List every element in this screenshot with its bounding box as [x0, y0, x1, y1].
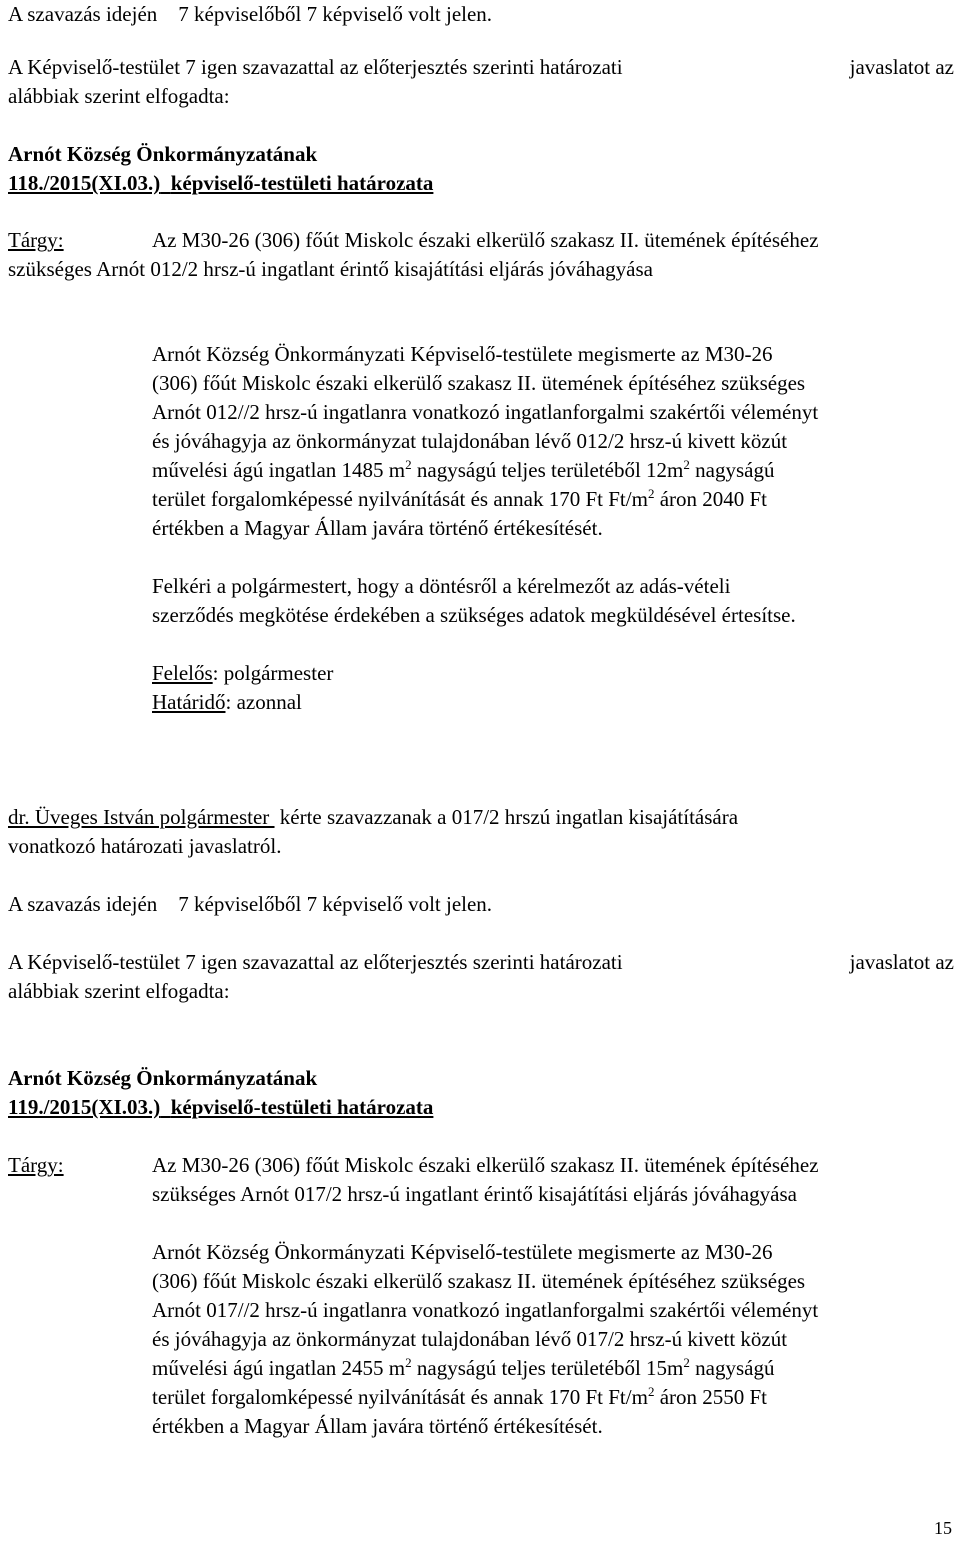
responsible: Felelős: polgármester: [152, 661, 334, 685]
subject-line-2: szükséges Arnót 017/2 hrsz-ú ingatlant érintő kisajátítási eljárás jóváhagyása: [152, 1182, 797, 1206]
body-line: Arnót 017//2 hrsz-ú ingatlanra vonatkozó ingatlanforgalmi szakértői véleményt: [152, 1298, 819, 1322]
vote-count: 7 képviselőből 7 képviselő volt jelen.: [178, 2, 493, 26]
vote-label: A szavazás idején: [8, 2, 158, 26]
decision-line: A Képviselő-testület 7 igen szavazattal az előterjesztés szerinti határozati javaslatot az: [8, 55, 954, 79]
body-line: terület forgalomképessé nyilvánítását és annak 170 Ft $Ft/m^2$ áron 2040 Ft: [152, 486, 768, 511]
resolution-title: Arnót Község Önkormányzatának: [8, 142, 318, 166]
subject-line-2: szükséges Arnót 012/2 hrsz-ú ingatlant érintő kisajátítási eljárás jóváhagyása: [8, 257, 653, 281]
body-line: Arnót 012//2 hrsz-ú ingatlanra vonatkozó ingatlanforgalmi szakértői véleményt: [152, 400, 819, 424]
resolution-number: 118./2015(XI.03.) képviselő-testületi határozata: [8, 171, 434, 195]
intro-line-2: vonatkozó határozati javaslatról.: [8, 834, 282, 858]
subject-line-1: Az M30-26 (306) főút Miskolc északi elkerülő szakasz II. ütemének építéséhez: [152, 228, 819, 252]
body-line: és jóváhagyja az önkormányzat tulajdonában lévő 017/2 hrsz-ú kivett közút: [152, 1327, 788, 1351]
body-line: művelési ágú ingatlan 2455 $m^2$ nagyságú teljes területéből $15m^2$ nagyságú: [152, 1355, 775, 1380]
intro-line-1: dr. Üveges István polgármester kérte szavazzanak a 017/2 hrszú ingatlan kisajátítására: [8, 805, 739, 829]
subject-label: Tárgy:: [8, 228, 64, 252]
body-line: értékben a Magyar Állam javára történő értékesítését.: [152, 516, 603, 540]
vote-line: [8, 0, 492, 29]
vote-line: A szavazás idején 7 képviselőből 7 képviselő volt jelen.: [8, 892, 493, 916]
decision-line-2: alábbiak szerint elfogadta:: [8, 84, 230, 108]
body-line: (306) főút Miskolc északi elkerülő szakasz II. ütemének építéséhez szükséges: [152, 371, 806, 395]
subject-line-1: Az M30-26 (306) főút Miskolc északi elkerülő szakasz II. ütemének építéséhez: [152, 1153, 819, 1177]
decision-line-2: alábbiak szerint elfogadta:: [8, 979, 230, 1003]
body-line: értékben a Magyar Állam javára történő értékesítését.: [152, 1414, 603, 1438]
body-line: Arnót Község Önkormányzati Képviselő-testülete megismerte az M30-26: [152, 1240, 773, 1264]
resolution-number: 119./2015(XI.03.) képviselő-testületi határozata: [8, 1095, 434, 1119]
page-number: 15: [934, 1518, 952, 1538]
request-line-1: Felkéri a polgármestert, hogy a döntésről a kérelmezőt az adás-vételi: [152, 574, 731, 598]
deadline: Határidő: azonnal: [152, 690, 302, 714]
subject-label: Tárgy:: [8, 1153, 64, 1177]
body-line: (306) főút Miskolc északi elkerülő szakasz II. ütemének építéséhez szükséges: [152, 1269, 806, 1293]
resolution-title: Arnót Község Önkormányzatának: [8, 1066, 318, 1090]
body-line: Arnót Község Önkormányzati Képviselő-testülete megismerte az M30-26: [152, 342, 773, 366]
body-line: terület forgalomképessé nyilvánítását és annak 170 Ft $Ft/m^2$ áron 2550 Ft: [152, 1384, 768, 1409]
request-line-2: szerződés megkötése érdekében a szükséges adatok megküldésével értesítse.: [152, 603, 796, 627]
decision-line: A Képviselő-testület 7 igen szavazattal az előterjesztés szerinti határozati javaslatot az: [8, 950, 954, 974]
body-line: és jóváhagyja az önkormányzat tulajdonában lévő 012/2 hrsz-ú kivett közút: [152, 429, 788, 453]
body-line: művelési ágú ingatlan 1485 $m^2$ nagyságú teljes területéből $12m^2$ nagyságú: [152, 457, 775, 482]
